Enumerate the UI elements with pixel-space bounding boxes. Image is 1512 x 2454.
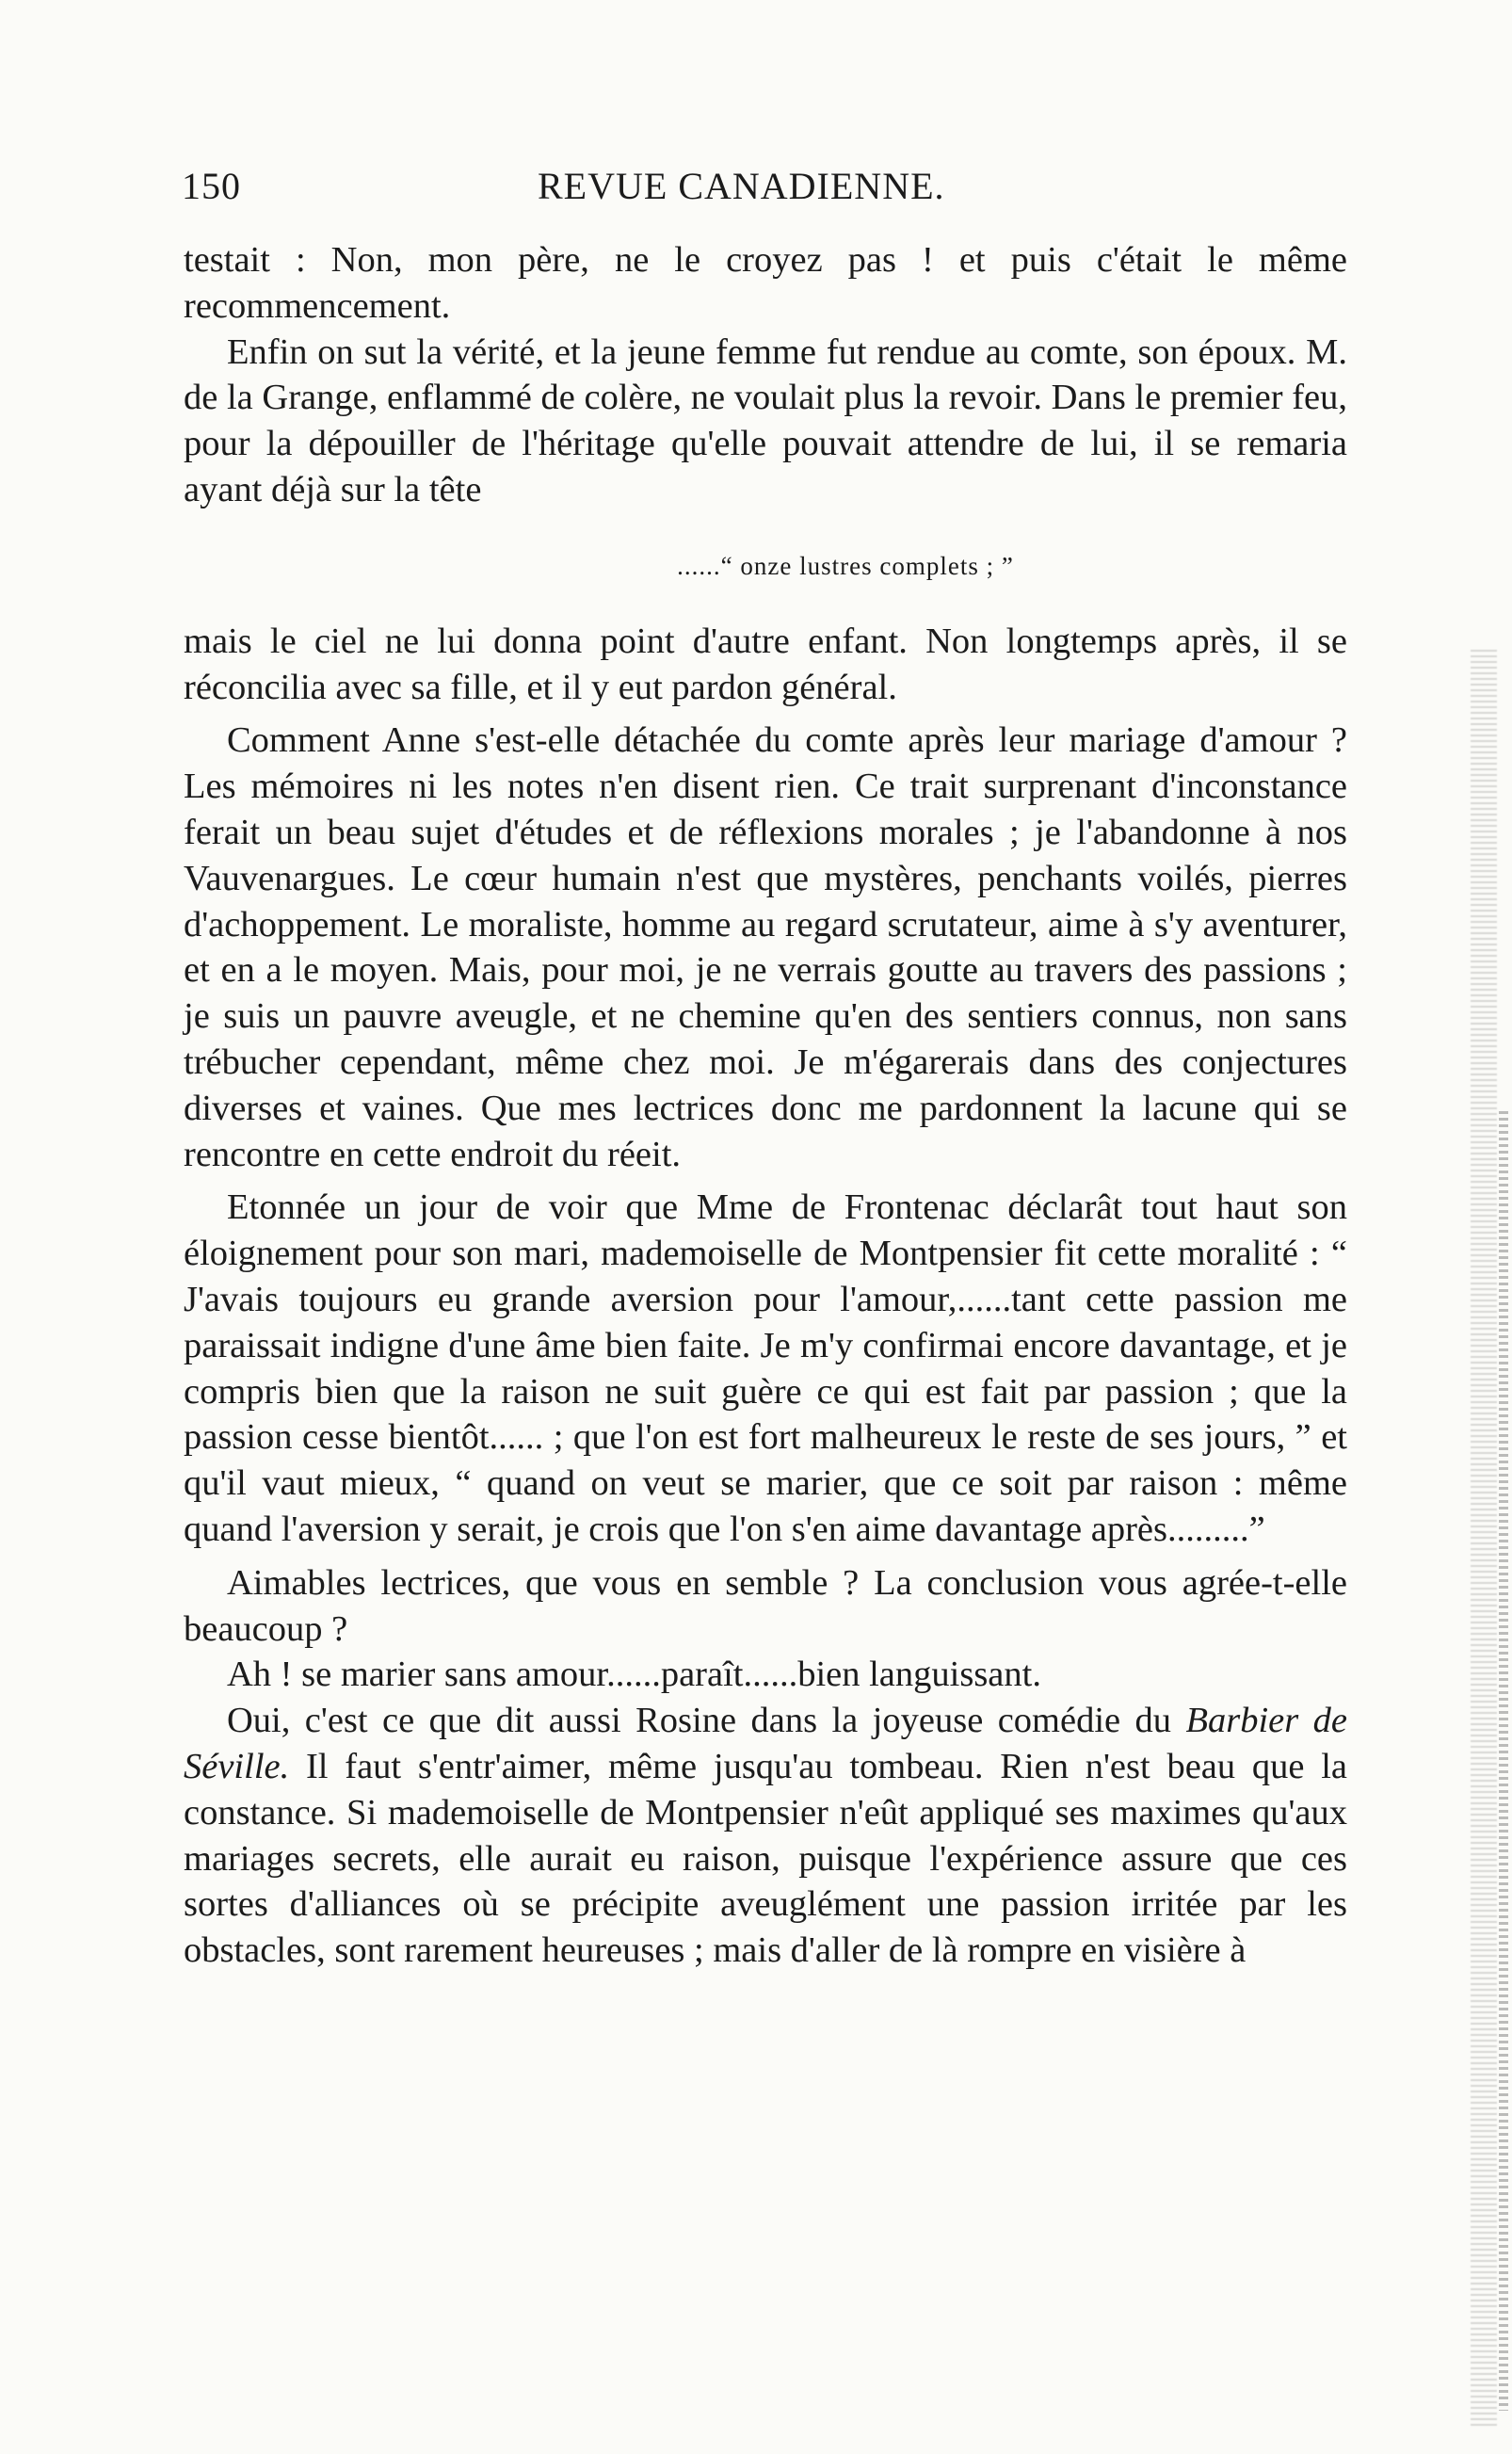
play-title: Barbier de Séville. [184, 1701, 1347, 1786]
body-text [184, 237, 1347, 1974]
paragraph-7: Ah ! se marier sans amour......paraît......bien languissant. [227, 1655, 1041, 1695]
paragraph-4: Comment Anne s'est-elle détachée du comte après leur mariage d'amour ? Les mémoires ni les notes n'en disent rien. Ce trait surprenant d'inconstance ferait un beau sujet d'études et de réflexions morales ; je l'abandonne à nos Vauvenargues. Le cœur humain n'est que mystères, penchants voilés, pierres d'achoppement. Le moraliste, homme au regard scrutateur, aime à s'y aventurer, et en a le moyen. Mais, pour moi, je ne verrais goutte au travers des passions ; je suis un pauvre aveugle, et ne chemine qu'en des sentiers connus, non sans trébucher cependant, même chez moi. Je m'égarerais dans des conjectures diverses et vaines. Que mes lectrices donc me pardonnent la lacune qui se rencontre en cette endroit du réeit. [184, 720, 1347, 1174]
verse-quote: ......“ onze lustres complets ; ” [677, 551, 1014, 580]
paragraph-8-text-end: Il faut s'entr'aimer, même jusqu'au tombeau. Rien n'est beau que la constance. Si mademoiselle de Montpensier n'eût appliqué ses maximes qu'aux mariages secrets, elle aurait eu raison, puisque l'expérience assure que ces sortes d'alliances où se précipite aveuglément une passion irritée par les obstacles, sont rarement heureuses ; mais d'aller de là rompre en visière à [184, 1746, 1347, 1971]
paragraph-5: Etonnée un jour de voir que Mme de Frontenac déclarât tout haut son éloignement pour son mari, mademoiselle de Montpensier fit cette moralité : “ J'avais toujours eu grande aversion pour l'amour,......tant cette passion me paraissait indigne d'une âme bien faite. Je m'y confirmai encore davantage, et je compris bien que la raison ne suit guère ce qui est fait par passion ; que la passion cesse bientôt...... ; que l'on est fort malheureux le reste de ses jours, ” et qu'il vaut mieux, “ quand on veut se marier, que ce soit par raison : même quand l'aversion y serait, je crois que l'on s'en aime davantage après.........” [184, 1187, 1347, 1549]
scan-edge-shadow-inner [1499, 1111, 1508, 2411]
page-number: 150 [182, 165, 241, 207]
paragraph-2: Enfin on sut la vérité, et la jeune femme fut rendue au comte, son époux. M. de la Grange, enflammé de colère, ne voulait plus la revoir. Dans le premier feu, pour la dépouiller de l'héritage qu'elle pouvait attendre de lui, il se remaria ayant déjà sur la tête [184, 331, 1347, 509]
paragraph-6: Aimables lectrices, que vous en semble ? La conclusion vous agrée-t-elle beaucoup ? [184, 1562, 1347, 1649]
paragraph-8-text-start: Oui, c'est ce que dit aussi Rosine dans la joyeuse comédie du [227, 1701, 1186, 1741]
paragraph-8 [184, 1698, 1347, 1974]
page-header [182, 158, 982, 215]
scan-edge-shadow [1471, 650, 1497, 2430]
paragraph-3: mais le ciel ne lui donna point d'autre enfant. Non longtemps après, il se réconcilia avec sa fille, et il y eut pardon général. [184, 621, 1347, 707]
running-title: REVUE CANADIENNE. [538, 165, 945, 207]
paragraph-1: testait : Non, mon père, ne le croyez pas ! et puis c'était le même recommencement. [184, 240, 1347, 326]
